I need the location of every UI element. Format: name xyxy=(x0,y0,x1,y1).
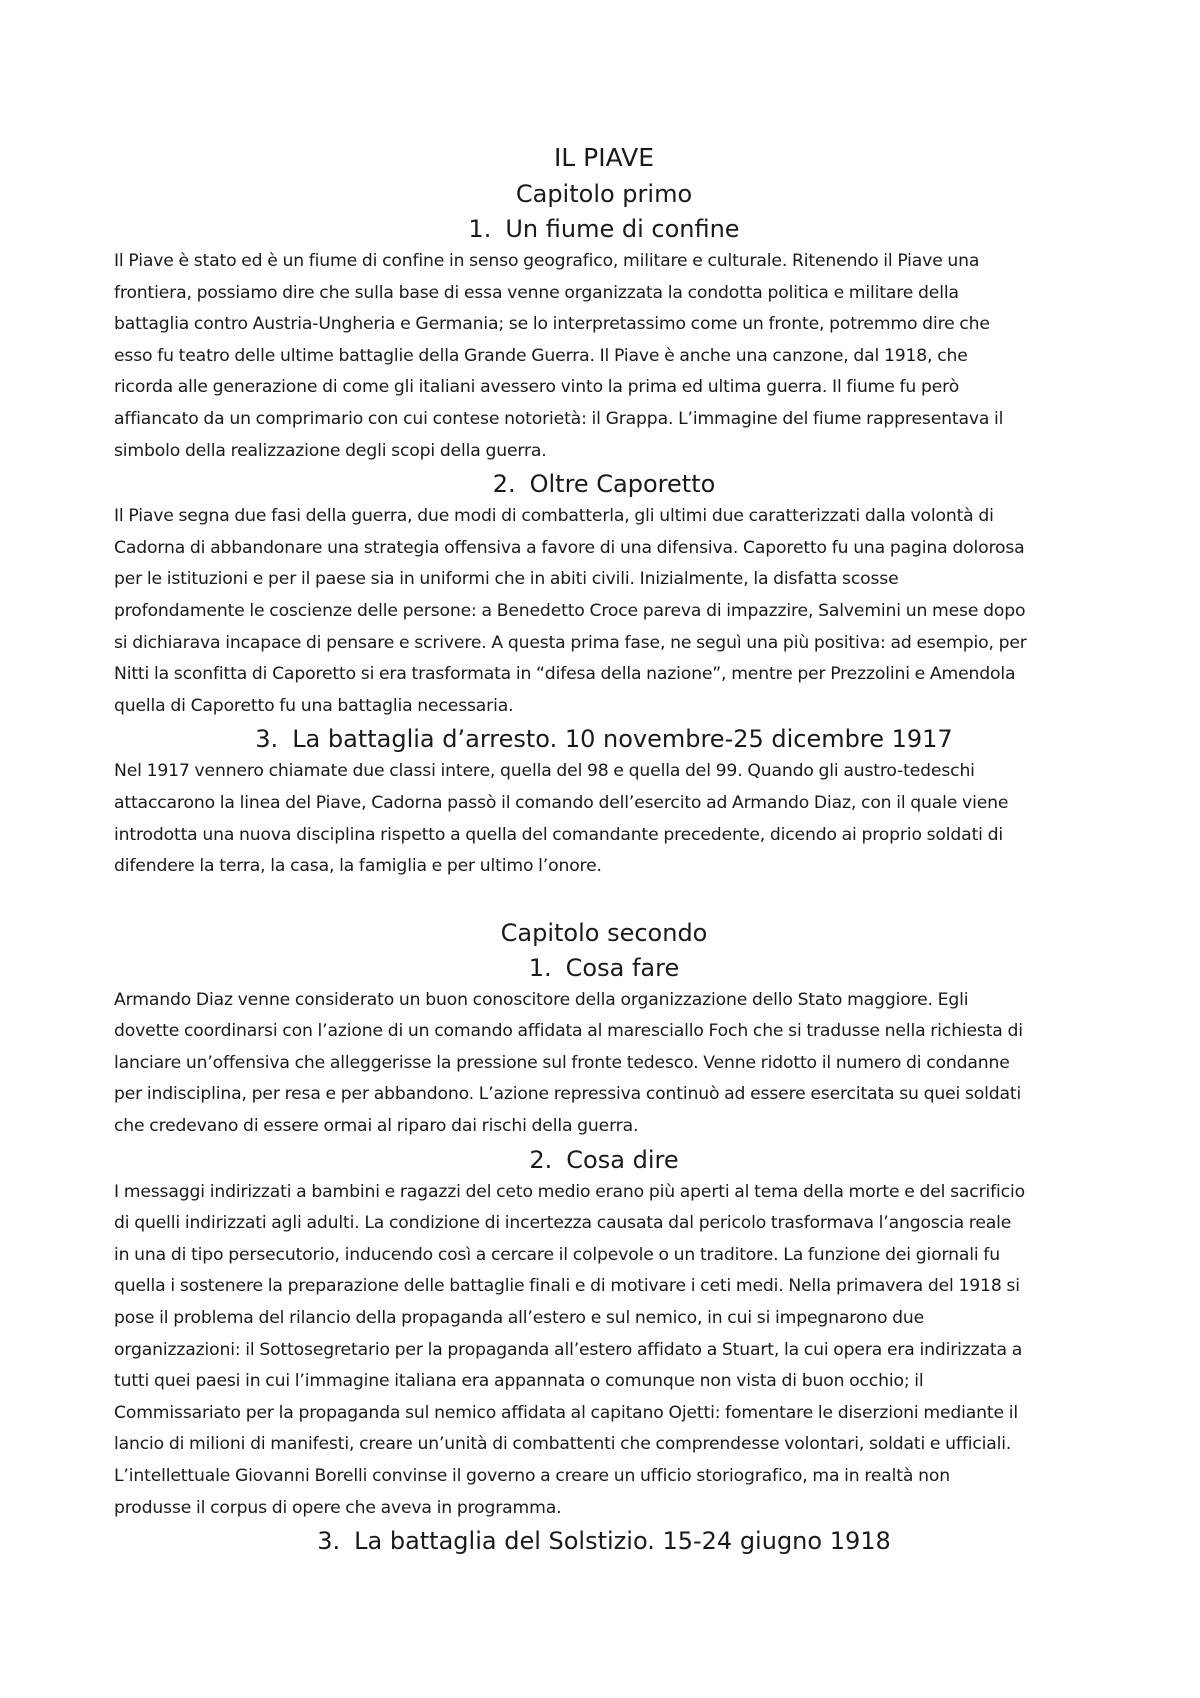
text-line: Nel 1917 vennero chiamate due classi intere, quella del 98 e quella del 99. Quando gli austro-tedeschi xyxy=(114,761,975,782)
section-heading xyxy=(114,951,1094,985)
section-title: Oltre Caporetto xyxy=(529,470,716,499)
text-line: introdotta una nuova disciplina rispetto a quella del comandante precedente, dicendo ai proprio soldati di xyxy=(114,824,1003,845)
text-line: quella i sostenere la preparazione delle battaglie finali e di motivare i ceti medi. Nella primavera del 1918 si xyxy=(114,1276,1020,1297)
section-title: La battaglia d’arresto. 10 novembre-25 dicembre 1917 xyxy=(292,725,953,754)
section-2-3 xyxy=(114,1524,1094,1558)
section-title: La battaglia del Solstizio. 15-24 giugno 1918 xyxy=(354,1527,891,1556)
chapter-heading: Capitolo secondo xyxy=(500,918,708,947)
text-line: Armando Diaz venne considerato un buon conoscitore della organizzazione dello Stato maggiore. Egli xyxy=(114,989,969,1010)
section-2-2 xyxy=(114,1143,1094,1525)
section-paragraph xyxy=(114,1177,1094,1525)
text-line: Il Piave segna due fasi della guerra, due modi di combatterla, gli ultimi due caratterizzati dalla volontà di xyxy=(114,506,994,527)
section-number: 3. xyxy=(317,1527,341,1556)
text-line: Il Piave è stato ed è un fiume di confine in senso geografico, militare e culturale. Ritenendo il Piave una xyxy=(114,251,980,271)
text-line: per indisciplina, per resa e per abbandono. L’azione repressiva continuò ad essere esercitata su quei soldati xyxy=(114,1084,1022,1105)
document-title: IL PIAVE xyxy=(553,143,655,172)
section-paragraph xyxy=(114,756,1094,882)
text-line: Nitti la sconfitta di Caporetto si era trasformata in “difesa della nazione”, mentre per Prezzolini e Amendola xyxy=(114,664,1016,685)
text-line: produsse il corpus di opere che aveva in programma. xyxy=(114,1497,562,1518)
text-line: ricorda alle generazione di come gli italiani avessero vinto la prima ed ultima guerra. Il fiume fu però xyxy=(114,377,960,398)
text-line: affiancato da un comprimario con cui contese notorietà: il Grappa. L’immagine del fiume rappresentava il xyxy=(114,408,1004,429)
section-number: 2. xyxy=(492,470,516,499)
text-line: difendere la terra, la casa, la famiglia e per ultimo l’onore. xyxy=(114,856,602,877)
text-line: simbolo della realizzazione degli scopi della guerra. xyxy=(114,440,547,461)
text-line: attaccarono la linea del Piave, Cadorna passò il comando dell’esercito ad Armando Diaz, con il quale viene xyxy=(114,792,1009,813)
text-line: I messaggi indirizzati a bambini e ragazzi del ceto medio erano più aperti al tema della morte e del sacrificio xyxy=(114,1181,1025,1202)
chapter-1 xyxy=(114,176,1094,883)
text-line: esso fu teatro delle ultime battaglie della Grande Guerra. Il Piave è anche una canzone, dal 1918, che xyxy=(114,345,968,366)
text-line: per le istituzioni e per il paese sia in uniformi che in abiti civili. Inizialmente, la disfatta scosse xyxy=(114,569,899,590)
text-line: pose il problema del rilancio della propaganda all’estero e sul nemico, in cui si impegnarono due xyxy=(114,1308,925,1329)
section-title: Cosa dire xyxy=(566,1145,679,1174)
text-line: profondamente le coscienze delle persone: a Benedetto Croce pareva di impazzire, Salvemini un mese dopo xyxy=(114,600,1026,621)
section-heading xyxy=(114,1143,1094,1177)
section-2-1 xyxy=(114,951,1094,1143)
text-line: che credevano di essere ormai al riparo dai rischi della guerra. xyxy=(114,1116,639,1137)
text-line: frontiera, possiamo dire che sulla base di essa venne organizzata la condotta politica e militare della xyxy=(114,282,959,303)
text-line: battaglia contro Austria-Ungheria e Germania; se lo interpretassimo come un fronte, potremmo dire che xyxy=(114,314,990,335)
section-paragraph xyxy=(114,501,1094,722)
document-content xyxy=(114,140,1094,1558)
text-line: Cadorna di abbandonare una strategia offensiva a favore di una difensiva. Caporetto fu una pagina dolorosa xyxy=(114,537,1025,558)
section-paragraph xyxy=(114,985,1094,1143)
text-line: quella di Caporetto fu una battaglia necessaria. xyxy=(114,695,514,716)
text-line: tutti quei paesi in cui l’immagine italiana era appannata o comunque non vista di buon occhio; il xyxy=(114,1371,924,1392)
section-heading xyxy=(114,1524,1094,1558)
section-paragraph xyxy=(114,246,1094,467)
chapter-heading: Capitolo primo xyxy=(515,180,693,208)
text-line: Commissariato per la propaganda sul nemico affidata al capitano Ojetti: fomentare le diserzioni mediante il xyxy=(114,1402,1018,1423)
section-number: 1. xyxy=(468,215,492,243)
text-line: lancio di milioni di manifesti, creare un’unità di combattenti che comprendesse volontari, soldati e ufficiali. xyxy=(114,1434,1012,1455)
section-number: 3. xyxy=(255,725,279,754)
text-line: organizzazioni: il Sottosegretario per la propaganda all’estero affidato a Stuart, la cui opera era indirizzata a xyxy=(114,1339,1023,1360)
section-title: Cosa fare xyxy=(565,953,680,982)
text-line: di quelli indirizzati agli adulti. La condizione di incertezza causata dal pericolo trasformava l’angoscia reale xyxy=(114,1213,1012,1234)
text-line: in una di tipo persecutorio, inducendo così a cercare il colpevole o un traditore. La funzione dei giornali fu xyxy=(114,1244,1000,1265)
section-number: 2. xyxy=(529,1145,553,1174)
section-1-1 xyxy=(114,212,1094,467)
chapter-spacer xyxy=(114,883,1094,915)
text-line: L’intellettuale Giovanni Borelli convinse il governo a creare un ufficio storiografico, ma in realtà non xyxy=(114,1466,950,1486)
chapter-2 xyxy=(114,915,1094,1559)
section-1-2 xyxy=(114,467,1094,722)
text-line: si dichiarava incapace di pensare e scrivere. A questa prima fase, ne seguì una più positiva: ad esempio, per xyxy=(114,632,1027,653)
section-title: Un fiume di confine xyxy=(505,215,740,243)
text-line: dovette coordinarsi con l’azione di un comando affidata al maresciallo Foch che si tradusse nella richiesta di xyxy=(114,1021,1023,1042)
text-line: lanciare un’offensiva che alleggerisse la pressione sul fronte tedesco. Venne ridotto il numero di condanne xyxy=(114,1052,1010,1073)
section-1-3 xyxy=(114,722,1094,882)
section-heading xyxy=(114,722,1094,756)
section-heading xyxy=(114,212,1094,246)
section-number: 1. xyxy=(528,953,552,982)
section-heading xyxy=(114,467,1094,501)
